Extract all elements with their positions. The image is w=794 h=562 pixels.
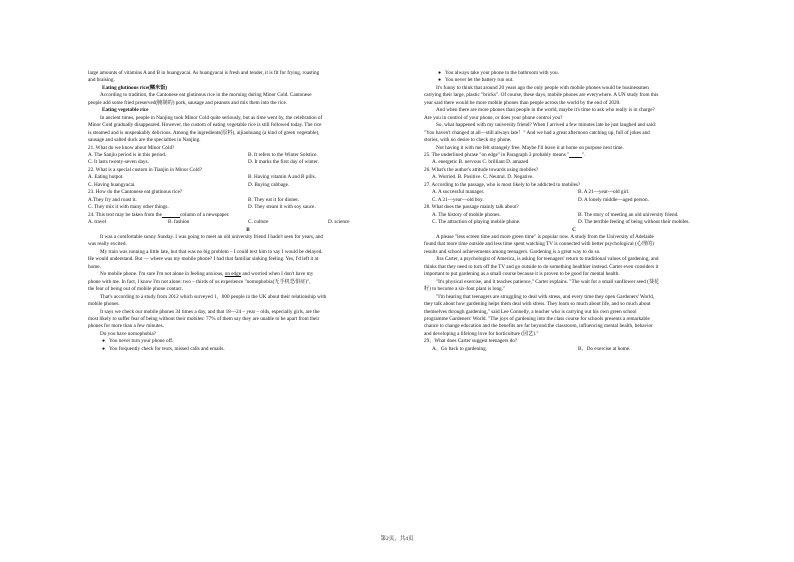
text-line: thinks that they need to turn off the TV and go outside to do something healthier instead. Carter even considers it — [424, 263, 659, 270]
text-line: So, what happened with my university friend? When I arrived a few minutes late he just laughed and said: — [436, 122, 657, 129]
text-line: programme Gardeners' World. "The joys of gardening into the class course for schools presents a remarkable — [424, 315, 650, 322]
answer-blank — [569, 152, 582, 158]
option: B. They eat it for dinner. — [248, 196, 300, 203]
text-line: It says we check our mobile phones 34 times a day, and that 18—24 – year – olds, especially girls, are the — [100, 308, 320, 315]
bullet-item: ● You frequently check for texts, missed calls and emails. — [88, 346, 408, 353]
text-line: large amounts of vitamins A and B in huangyacai. As huangyacai is fresh and tender, it is fit for frying, roasting — [88, 70, 320, 76]
underlined-phrase: on edge — [224, 271, 242, 278]
options-row — [88, 174, 408, 181]
text-line: Not having it with me felt strangely free. Maybe I'll leave it at home on purpose next time. — [436, 144, 624, 151]
text-line: carrying their large, plastic "bricks". Of course, these days, mobile phones are everywhere. A UN study from this — [424, 92, 659, 99]
question-29: 29、What does Carter suggest teenagers do? — [424, 338, 518, 345]
option: A. Eating hotpot. — [88, 174, 124, 181]
option: B、Do exercise at home. — [578, 345, 631, 352]
page-number: 第2页，共4页 — [380, 536, 414, 542]
option: D. They steam it with soy sauce. — [248, 204, 316, 211]
text-line: and developing a lifelong love for horticulture (园艺)." — [424, 330, 539, 337]
text-line: is steamed and is unspeakably delicious. Among the ingredients(原料), aijiaohuang (a kind of green vegetable), — [88, 129, 320, 136]
options-row — [88, 219, 408, 226]
option: A. A successful manager. — [432, 189, 485, 196]
option: C. Having huangyacai. — [88, 181, 136, 188]
options-row — [424, 219, 724, 226]
text-line: people add some fried preserved(腌制的) pork, sausage and peanuts and mix them into the rice. — [88, 99, 288, 106]
question-text: 25. The underlined phrase "on edge" in Paragraph 3 probably means " — [424, 151, 570, 158]
text-line: stories, with no desire to check my phone. — [424, 137, 512, 144]
question-22: 22. What is a special custom in Tianjin in Minor Cold? — [88, 166, 202, 173]
text-line: they talk about how gardening helps them deal with stress. They learn so much about life, and so much about — [424, 301, 651, 308]
options-row — [424, 189, 724, 196]
text-line: chance to change education and the benefits are far beyond the classroom, influencing mental health, behavior — [424, 323, 653, 330]
text-line: He would understand. But — where was my mobile phone? I had that familiar sinking feeling. Yes, I'd left it at — [88, 256, 319, 263]
question-27: 27. According to the passage, who is most likely to be addicted to mobiles? — [424, 181, 581, 188]
text-line: phone with me. In fact, I know I'm not alone: two – thirds of us experience "nomophobia(无手机恐惧症)", — [88, 278, 311, 285]
option: A、Go back to gardening. — [432, 345, 488, 352]
text-line: home. — [88, 263, 101, 270]
question-26: 26. What's the author's attitude towards using mobiles? — [424, 166, 539, 173]
text-line: "You haven't changed at all—still always late！" And we had a great afternoon catching up, full of jokes and — [424, 129, 650, 136]
question-text: column of a newspaper. — [180, 211, 230, 218]
bullet-item: ● You never let the battery run out. — [424, 77, 724, 84]
section-heading: Eating vegetable rice — [102, 107, 149, 114]
option: A. travel — [88, 219, 107, 226]
question-24 — [88, 212, 408, 219]
options-row — [424, 212, 724, 219]
question-25 — [424, 152, 724, 159]
text-fragment: and worried when I don't have my — [242, 271, 314, 278]
option: B. It refers to the Winter Solstice. — [248, 151, 318, 158]
option: D. It marks the first day of winter. — [248, 159, 319, 166]
text-line — [88, 271, 408, 278]
text-line: results and school achievements among teenagers. Gardening is a great way to do so. — [424, 248, 601, 255]
question-23: 23. How do the Cantonese eat glutinous rice? — [88, 189, 183, 196]
option: A. The Sanjiu period is in this period. — [88, 151, 167, 158]
text-line: A please "less screen time and more green time" is popular now. A study from the University of Adelaide — [436, 233, 654, 240]
text-line: It was a comfortable sunny Sunday. I was going to meet an old university friend I hadn't seen for years, and — [100, 233, 324, 240]
text-line: Jira Carter, a psychologist of America, is asking for teenagers' return to traditional values of gardening, and — [436, 256, 659, 263]
text-line: sausage and salted duck are the specialties in Nanjing. — [88, 137, 201, 144]
text-line: It's funny to think that around 20 years ago the only people with mobile phones would be businessmen — [436, 84, 649, 91]
options-row — [88, 159, 408, 166]
text-line: the fear of being out of mobile phone contact. — [88, 286, 183, 293]
option: C. It lasts twenty-seven days. — [88, 159, 149, 166]
option: C. They mix it with many other things. — [88, 204, 169, 211]
option: A. The history of mobile phones. — [432, 211, 501, 218]
text-line: and braising. — [88, 77, 115, 84]
option: D. A lonely middle—aged person. — [578, 196, 649, 203]
options-row: A. energetic B. nervous C. brilliant D. amazed — [432, 159, 529, 166]
text-line: important to put gardening as a small course because it is proven to be good for mental health. — [424, 271, 620, 278]
question-text: ". — [582, 151, 586, 158]
text-line: Do you have nomophobia? — [100, 330, 157, 337]
text-line: "It's physical exercise, and it teaches patience," Carter explains. "The wait for a small sunflower seed (葵花 — [436, 278, 660, 285]
right-column — [424, 70, 724, 353]
text-line: And when there are more phones than people in the world, maybe it's time to ask who really is in charge? — [436, 107, 655, 114]
question-text: 24. This text may be taken from the — [88, 211, 162, 218]
text-fragment: No mobile phone. I'm sure I'm not alone in feeling anxious, — [100, 271, 224, 278]
text-line: mobile phones. — [88, 301, 120, 308]
text-line: most likely to suffer fear of being without their mobiles: 77% of them say they are unable to be apart from their — [88, 315, 320, 322]
option: B. A 21—year—old girl. — [578, 189, 630, 196]
options-row: A. Worried. B. Positive. C. Neutral. D. Negative. — [432, 174, 534, 181]
text-line: That's according to a study from 2012 which surveyed 1，000 people in the UK about their relationship with — [100, 293, 327, 300]
text-line: "I'm hearing that teenagers are struggling to deal with stress, and every time they open Gardeners' World, — [436, 293, 655, 300]
text-line: Are you in control of your phone, or does your phone control you? — [424, 114, 563, 121]
option: C. culture — [248, 219, 269, 226]
section-letter-b: B — [246, 226, 250, 233]
option: C. A 21—year—old boy. — [432, 196, 484, 203]
options-row — [424, 346, 724, 353]
text-line: year said there would be more mobile phones than people across the world by the end of 2020. — [424, 99, 621, 106]
option: B. The story of meeting an old university friend. — [578, 211, 679, 218]
options-row — [88, 197, 408, 204]
option: A.They fry and roast it. — [88, 196, 137, 203]
option: D. Buying cabbage. — [248, 181, 290, 188]
text-line: Minor Cold gradually disappeared. However, the custom of eating vegetable rice is still followed today. The rice — [88, 122, 322, 129]
text-line: was really excited. — [88, 241, 127, 248]
options-row — [424, 197, 724, 204]
bullet-item: ● You never turn your phone off. — [88, 338, 408, 345]
option: D. The terrible feeling of being without their mobiles. — [578, 219, 690, 226]
bullet-item: ● You always take your phone to the bathroom with you. — [424, 70, 724, 77]
option: D. science — [328, 219, 350, 226]
question-21: 21. What do we know about Minor Cold? — [88, 144, 175, 151]
text-line: found that more time outside and less time spent watching TV is connected with better psychological (心理的) — [424, 241, 655, 248]
option: B. Having vitamin A and B pills. — [248, 174, 317, 181]
text-line: In ancient times, people in Nanjing took Minor Cold quite seriously, but as time went by, the celebration of — [100, 114, 323, 121]
option: C. The attraction of playing mobile phone. — [432, 219, 521, 226]
section-letter-c: C — [572, 226, 576, 233]
text-line: My train was running a little late, but that was no big problem – I could text him to say I would be delayed. — [100, 248, 323, 255]
answer-blank — [162, 212, 180, 218]
text-line: According to tradition, the Cantonese eat glutinous rice in the morning during Minor Cold. Cantonese — [100, 92, 312, 99]
text-line: phones for more than a few minutes. — [88, 323, 164, 330]
text-line: 籽) to become a six-foot plant is long." — [424, 286, 506, 293]
options-row — [88, 182, 408, 189]
option: B. fashion — [168, 219, 190, 226]
options-row — [88, 204, 408, 211]
left-column — [88, 70, 408, 353]
question-28: 28. What does the passage mainly talk about? — [424, 204, 519, 211]
section-heading: Eating glutinous rice(糯米饭) — [102, 84, 168, 91]
text-line: themselves through gardening," said Lee Connelly, a teacher who is carrying out his own green school — [424, 308, 637, 315]
